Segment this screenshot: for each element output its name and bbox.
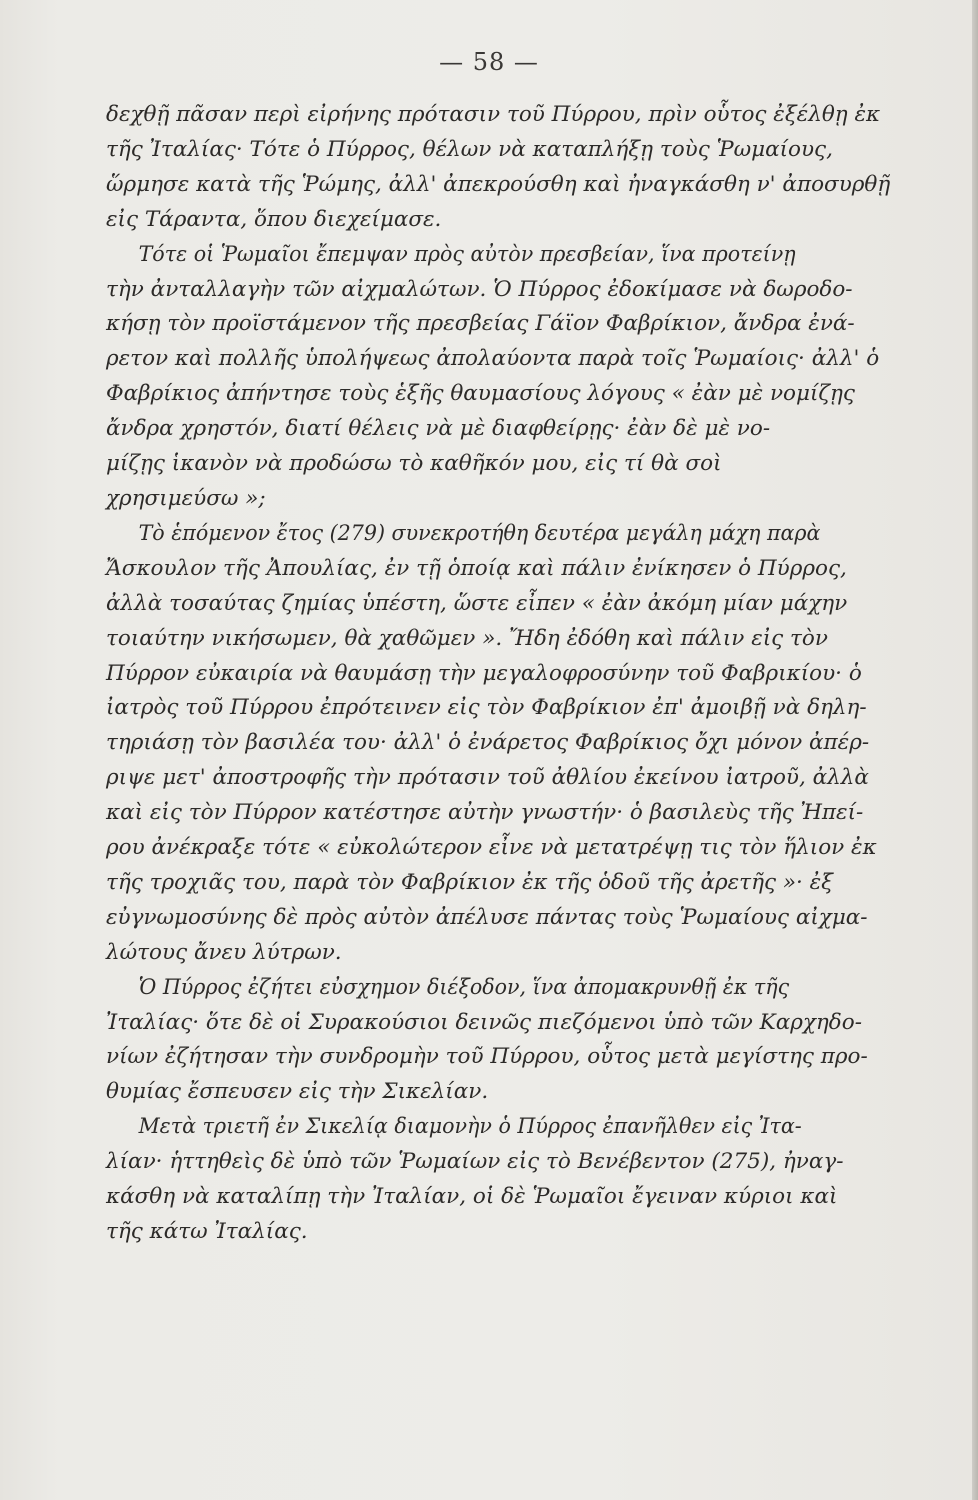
text-line: Ἰταλίας· ὅτε δὲ οἱ Συρακούσιοι δεινῶς πιεζόμενοι ὑπὸ τῶν Καρχηδο-	[106, 1009, 862, 1035]
body-text	[106, 98, 910, 1250]
paragraph-5	[106, 1110, 910, 1250]
text-line: ἀλλὰ τοσαύτας ζημίας ὑπέστη, ὥστε εἶπεν « ἐὰν ἀκόμη μίαν μάχην	[106, 590, 848, 616]
text-line: λίαν· ἡττηθεὶς δὲ ὑπὸ τῶν Ῥωμαίων εἰς τὸ Βενέβεντον (275), ἠναγ-	[106, 1149, 844, 1175]
text-line: Ὁ Πύρρος ἐζήτει εὐσχημον διέξοδον, ἵνα ἀπομακρυνθῇ ἐκ τῆς	[138, 974, 790, 1000]
text-line: ρετον καὶ πολλῆς ὑπολήψεως ἀπολαύοντα παρὰ τοῖς Ῥωμαίοις· ἀλλ' ὁ	[106, 346, 880, 372]
text-line: μίζῃς ἱκανὸν νὰ προδώσω τὸ καθῆκόν μου, εἰς τί θὰ σοὶ	[106, 451, 722, 477]
text-line: Πύρρον εὐκαιρία νὰ θαυμάσῃ τὴν μεγαλοφροσύνην τοῦ Φαβρικίου· ὁ	[106, 660, 862, 686]
text-line: κήσῃ τὸν προϊστάμενον τῆς πρεσβείας Γάϊον Φαβρίκιον, ἄνδρα ἐνά-	[106, 311, 855, 337]
text-line: τῆς τροχιᾶς του, παρὰ τὸν Φαβρίκιον ἐκ τῆς ὁδοῦ τῆς ἀρετῆς »· ἐξ	[106, 869, 834, 895]
text-line: νίων ἐζήτησαν τὴν συνδρομὴν τοῦ Πύρρου, οὗτος μετὰ μεγίστης προ-	[106, 1044, 868, 1070]
text-line: εἰς Τάραντα, ὅπου διεχείμασε.	[106, 206, 442, 232]
page-edge	[972, 0, 978, 1500]
text-line: χρησιμεύσω »;	[106, 485, 266, 511]
text-line: Φαβρίκιος ἀπήντησε τοὺς ἑξῆς θαυμασίους λόγους « ἐὰν μὲ νομίζῃς	[106, 381, 855, 407]
text-line: Τὸ ἑπόμενον ἔτος (279) συνεκροτήθη δευτέρα μεγάλη μάχη παρὰ	[138, 520, 821, 546]
paragraph-1	[106, 98, 910, 238]
text-line: λώτους ἄνευ λύτρων.	[106, 939, 342, 965]
text-line: ἰατρὸς τοῦ Πύρρου ἐπρότεινεν εἰς τὸν Φαβρίκιον ἐπ' ἀμοιβῇ νὰ δηλη-	[106, 695, 867, 721]
text-line: θυμίας ἔσπευσεν εἰς τὴν Σικελίαν.	[106, 1079, 489, 1105]
text-line: Τότε οἱ Ῥωμαῖοι ἔπεμψαν πρὸς αὐτὸν πρεσβείαν, ἵνα προτείνῃ	[138, 241, 796, 267]
text-line: τῆς Ἰταλίας· Τότε ὁ Πύρρος, θέλων νὰ καταπλήξῃ τοὺς Ῥωμαίους,	[106, 136, 833, 162]
text-line: Μετὰ τριετῆ ἐν Σικελίᾳ διαμονὴν ὁ Πύρρος ἐπανῆλθεν εἰς Ἰτα-	[138, 1114, 802, 1140]
text-line: ἄνδρα χρηστόν, διατί θέλεις νὰ μὲ διαφθείρῃς· ἐὰν δὲ μὲ νο-	[106, 416, 771, 442]
text-line: ρου ἀνέκραξε τότε « εὐκολώτερον εἶνε νὰ μετατρέψῃ τις τὸν ἥλιον ἐκ	[106, 835, 877, 861]
text-line: ὥρμησε κατὰ τῆς Ῥώμης, ἀλλ' ἀπεκρούσθη καὶ ἠναγκάσθη ν' ἀποσυρθῇ	[106, 171, 891, 197]
page-number: — 58 —	[439, 48, 539, 76]
text-line: κάσθη νὰ καταλίπῃ τὴν Ἰταλίαν, οἱ δὲ Ῥωμαῖοι ἔγειναν κύριοι καὶ	[106, 1184, 838, 1210]
paragraph-4	[106, 971, 910, 1111]
paragraph-3	[106, 517, 910, 971]
text-line: καὶ εἰς τὸν Πύρρον κατέστησε αὐτὴν γνωστήν· ὁ βασιλεὺς τῆς Ἠπεί-	[106, 800, 864, 826]
text-line: τῆς κάτω Ἰταλίας.	[106, 1219, 308, 1244]
text-line: τοιαύτην νικήσωμεν, θὰ χαθῶμεν ». Ἤδη ἐδόθη καὶ πάλιν εἰς τὸν	[106, 625, 828, 651]
text-line: δεχθῇ πᾶσαν περὶ εἰρήνης πρότασιν τοῦ Πύρρου, πρὶν οὗτος ἐξέλθῃ ἐκ	[106, 102, 881, 127]
text-line: τὴν ἀνταλλαγὴν τῶν αἰχμαλώτων. Ὁ Πύρρος ἐδοκίμασε νὰ δωροδο-	[106, 276, 853, 302]
text-line: εὐγνωμοσύνης δὲ πρὸς αὐτὸν ἀπέλυσε πάντας τοὺς Ῥωμαίους αἰχμα-	[106, 904, 868, 930]
text-line: Ἄσκουλον τῆς Ἀπουλίας, ἐν τῇ ὁποίᾳ καὶ πάλιν ἐνίκησεν ὁ Πύρρος,	[106, 555, 847, 581]
text-line: ριψε μετ' ἀποστροφῆς τὴν πρότασιν τοῦ ἀθλίου ἐκείνου ἰατροῦ, ἀλλὰ	[106, 765, 869, 791]
paragraph-2	[106, 238, 910, 517]
text-line: τηριάσῃ τὸν βασιλέα του· ἀλλ' ὁ ἐνάρετος Φαβρίκιος ὄχι μόνον ἀπέρ-	[106, 730, 870, 756]
